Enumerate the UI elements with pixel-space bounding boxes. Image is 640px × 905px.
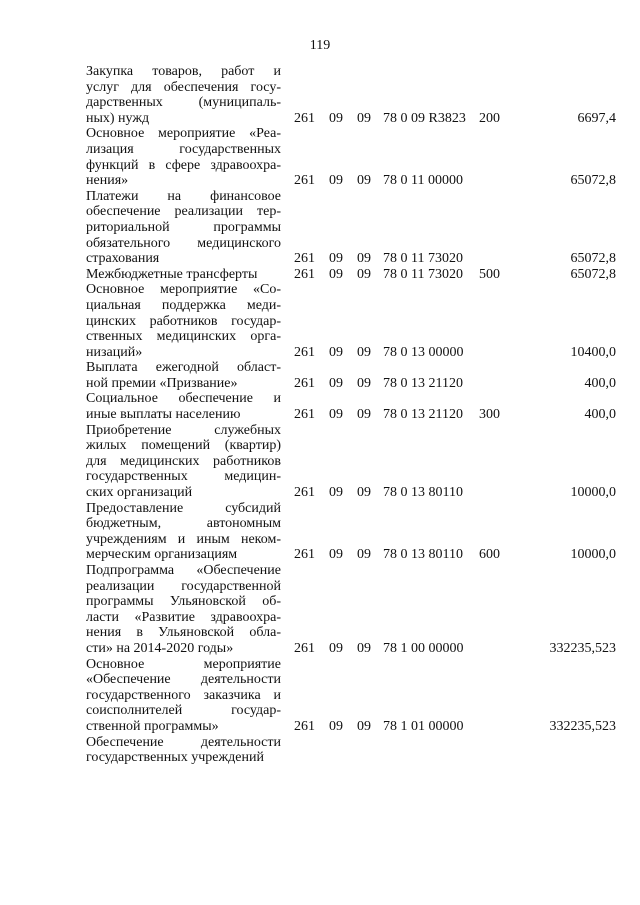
row-description-line: для медицинских работников — [86, 453, 281, 469]
ministry-code: 261 — [294, 344, 315, 360]
row-description-line: «Обеспечение деятельности — [86, 672, 281, 688]
row-description-line: мерческим организациям — [86, 547, 238, 563]
target-article-code: 78 1 01 00000 — [383, 718, 464, 734]
section-code: 09 — [329, 173, 343, 189]
target-article-code: 78 0 09 R3823 — [383, 110, 466, 126]
table-row — [86, 64, 616, 126]
table-row — [86, 267, 616, 283]
row-description-line: сти» на 2014-2020 годы» — [86, 640, 234, 656]
row-codes — [86, 719, 616, 735]
amount: 10000,0 — [570, 485, 616, 501]
row-description-line: Основное мероприятие «Реа- — [86, 126, 281, 142]
row-description-line: ских организаций — [86, 485, 193, 501]
row-description-line: Межбюджетные трансферты — [86, 266, 258, 282]
amount: 332235,523 — [549, 640, 616, 656]
target-article-code: 78 0 11 00000 — [383, 173, 463, 189]
row-description-line: Закупка товаров, работ и — [86, 64, 281, 79]
subsection-code: 09 — [357, 251, 371, 267]
table-row — [86, 391, 616, 422]
target-article-code: 78 0 13 21120 — [383, 375, 463, 391]
ministry-code: 261 — [294, 173, 315, 189]
row-codes — [86, 251, 616, 267]
table-row — [86, 501, 616, 563]
row-description-line: ственных медицинских орга- — [86, 329, 281, 345]
row-codes — [86, 750, 616, 766]
row-codes — [86, 376, 616, 392]
row-description-line: риториальной программы — [86, 219, 281, 235]
table-row — [86, 189, 616, 267]
row-description-line: ласти «Развитие здравоохра- — [86, 609, 281, 625]
subsection-code: 09 — [357, 547, 371, 563]
row-description-line: программы Ульяновской об- — [86, 594, 281, 610]
amount: 400,0 — [584, 375, 616, 391]
row-description-line: Основное мероприятие «Со- — [86, 282, 281, 298]
target-article-code: 78 0 13 21120 — [383, 407, 463, 423]
row-description-line: ных) нужд — [86, 110, 150, 126]
row-description-line: нения» — [86, 173, 129, 189]
target-article-code: 78 0 11 73020 — [383, 251, 463, 267]
row-description-line: Основное мероприятие — [86, 656, 281, 672]
row-description-line: цинских работников государ- — [86, 313, 281, 329]
row-description-line: Приобретение служебных — [86, 422, 281, 438]
subsection-code: 09 — [357, 173, 371, 189]
row-description-line: нения в Ульяновской обла- — [86, 625, 281, 641]
row-description-line: государственных медицин- — [86, 469, 281, 485]
row-codes — [86, 547, 616, 563]
ministry-code: 261 — [294, 110, 315, 126]
row-description-line: обязательного медицинского — [86, 235, 281, 251]
ministry-code: 261 — [294, 485, 315, 501]
amount: 10400,0 — [570, 344, 616, 360]
section-code: 09 — [329, 375, 343, 391]
budget-table — [86, 64, 616, 766]
row-codes — [86, 267, 616, 283]
subsection-code: 09 — [357, 266, 371, 282]
subsection-code: 09 — [357, 718, 371, 734]
amount: 400,0 — [584, 407, 616, 423]
row-description-line: соисполнителей государ- — [86, 703, 281, 719]
ministry-code: 261 — [294, 266, 315, 282]
row-description-line: ственной программы» — [86, 718, 219, 734]
row-description-line: Выплата ежегодной област- — [86, 360, 281, 376]
subsection-code: 09 — [357, 344, 371, 360]
row-description-line: дарственных (муниципаль- — [86, 95, 281, 111]
amount: 65072,8 — [570, 266, 616, 282]
row-description-line: Платежи на финансовое — [86, 188, 281, 204]
row-codes — [86, 345, 616, 361]
section-code: 09 — [329, 547, 343, 563]
row-description-line: низаций» — [86, 344, 143, 360]
expense-type-code: 600 — [479, 547, 500, 563]
amount: 10000,0 — [570, 547, 616, 563]
row-description-line: бюджетным, автономным — [86, 516, 281, 532]
section-code: 09 — [329, 485, 343, 501]
target-article-code: 78 1 00 00000 — [383, 640, 464, 656]
table-row — [86, 126, 616, 188]
row-description-line: учреждениям и иным неком- — [86, 531, 281, 547]
row-description-line: Обеспечение деятельности — [86, 734, 281, 750]
amount: 65072,8 — [570, 251, 616, 267]
table-row — [86, 657, 616, 735]
row-description-line: страхования — [86, 251, 160, 267]
target-article-code: 78 0 13 80110 — [383, 547, 463, 563]
ministry-code: 261 — [294, 547, 315, 563]
table-row — [86, 735, 616, 766]
section-code: 09 — [329, 640, 343, 656]
amount: 6697,4 — [577, 110, 616, 126]
row-codes — [86, 173, 616, 189]
amount: 332235,523 — [549, 718, 616, 734]
row-description-line: функций в сфере здравоохра- — [86, 157, 281, 173]
subsection-code: 09 — [357, 375, 371, 391]
table-row — [86, 360, 616, 391]
row-codes — [86, 111, 616, 127]
table-row — [86, 282, 616, 360]
table-row — [86, 563, 616, 657]
target-article-code: 78 0 11 73020 — [383, 266, 463, 282]
expense-type-code: 500 — [479, 266, 500, 282]
row-description-line: реализации государственной — [86, 578, 281, 594]
ministry-code: 261 — [294, 718, 315, 734]
ministry-code: 261 — [294, 375, 315, 391]
row-description-line: лизация государственных — [86, 141, 281, 157]
target-article-code: 78 0 13 00000 — [383, 344, 464, 360]
subsection-code: 09 — [357, 110, 371, 126]
ministry-code: 261 — [294, 251, 315, 267]
row-description-line: ной премии «Призвание» — [86, 375, 238, 391]
row-description-line: Предоставление субсидий — [86, 500, 281, 516]
target-article-code: 78 0 13 80110 — [383, 485, 463, 501]
section-code: 09 — [329, 407, 343, 423]
row-description-line: государственных учреждений — [86, 750, 264, 766]
subsection-code: 09 — [357, 407, 371, 423]
row-description-line: государственного заказчика и — [86, 687, 281, 703]
row-codes — [86, 641, 616, 657]
section-code: 09 — [329, 251, 343, 267]
section-code: 09 — [329, 344, 343, 360]
section-code: 09 — [329, 718, 343, 734]
row-description-line: жилых помещений (квартир) — [86, 438, 281, 454]
table-row — [86, 423, 616, 501]
row-description-line: Подпрограмма «Обеспечение — [86, 563, 281, 578]
row-description-line: услуг для обеспечения госу- — [86, 79, 281, 95]
ministry-code: 261 — [294, 407, 315, 423]
row-codes — [86, 485, 616, 501]
subsection-code: 09 — [357, 640, 371, 656]
row-description-line: обеспечение реализации тер- — [86, 204, 281, 220]
row-codes — [86, 407, 616, 423]
section-code: 09 — [329, 266, 343, 282]
subsection-code: 09 — [357, 485, 371, 501]
row-description-line: циальная поддержка меди- — [86, 297, 281, 313]
row-description-line: Социальное обеспечение и — [86, 391, 281, 407]
amount: 65072,8 — [570, 173, 616, 189]
ministry-code: 261 — [294, 640, 315, 656]
page-number: 119 — [309, 38, 331, 53]
section-code: 09 — [329, 110, 343, 126]
expense-type-code: 300 — [479, 407, 500, 423]
row-description-line: иные выплаты населению — [86, 407, 241, 423]
expense-type-code: 200 — [479, 110, 500, 126]
